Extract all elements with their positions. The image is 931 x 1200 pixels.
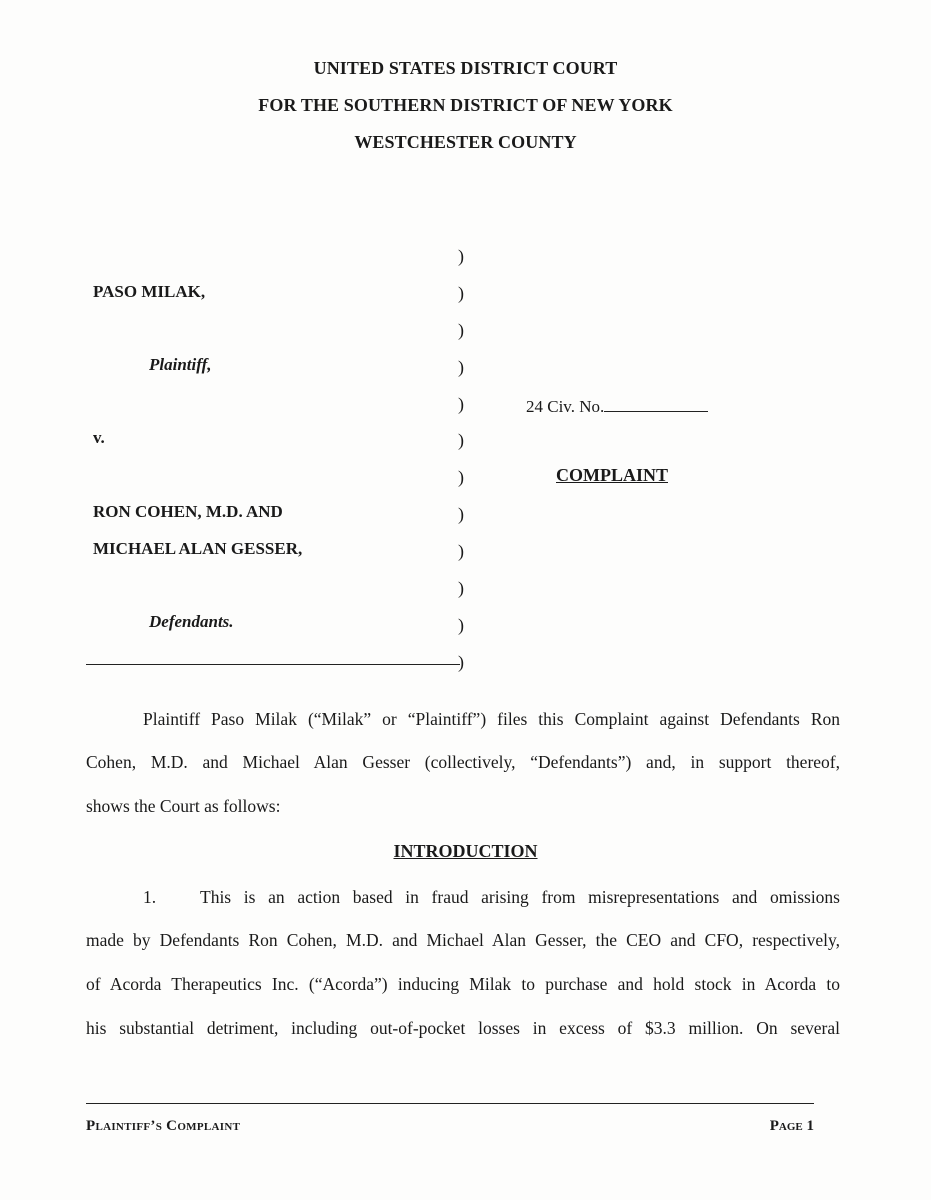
defendant-name-1: RON COHEN, M.D. AND	[93, 502, 283, 521]
paragraph-1-line-1: This is an action based in fraud arising from misrepresentations and omissions	[200, 887, 840, 907]
intro-line-2: Cohen, M.D. and Michael Alan Gesser (collectively, “Defendants”) and, in support thereof,	[86, 752, 840, 772]
civil-number-label: 24 Civ. No.	[526, 397, 605, 416]
civil-number-blank	[604, 395, 708, 412]
versus: v.	[93, 428, 105, 447]
caption-parenthesis: )	[458, 467, 464, 487]
footer-document-name: Plaintiff’s Complaint	[86, 1118, 241, 1134]
court-district: FOR THE SOUTHERN DISTRICT OF NEW YORK	[258, 95, 673, 115]
civil-number	[526, 395, 708, 417]
footer-page-number: Page 1	[769, 1118, 814, 1134]
paragraph-1-line-2: made by Defendants Ron Cohen, M.D. and Michael Alan Gesser, the CEO and CFO, respectively,	[86, 930, 840, 950]
caption-parenthesis: )	[458, 430, 464, 450]
intro-line-1: Plaintiff Paso Milak (“Milak” or “Plaintiff”) files this Complaint against Defendants Ron	[143, 709, 840, 729]
caption-parenthesis: )	[458, 246, 464, 266]
caption-parenthesis: )	[458, 578, 464, 598]
court-county: WESTCHESTER COUNTY	[354, 132, 577, 152]
caption-parenthesis: )	[458, 283, 464, 303]
document-title: COMPLAINT	[556, 465, 668, 485]
paragraph-1-line-4: his substantial detriment, including out-of-pocket losses in excess of $3.3 million. On several	[86, 1018, 840, 1038]
footer-rule	[86, 1103, 814, 1104]
defendant-role: Defendants.	[149, 612, 234, 631]
caption-parenthesis: )	[458, 652, 464, 672]
caption-parenthesis: )	[458, 357, 464, 377]
plaintiff-name: PASO MILAK,	[93, 282, 206, 301]
paragraph-number: 1.	[143, 887, 157, 907]
caption-parenthesis: )	[458, 320, 464, 340]
defendant-name-2: MICHAEL ALAN GESSER,	[93, 539, 303, 558]
caption-parenthesis: )	[458, 394, 464, 414]
caption-parenthesis: )	[458, 504, 464, 524]
court-name: UNITED STATES DISTRICT COURT	[313, 58, 618, 78]
intro-line-3: shows the Court as follows:	[86, 796, 281, 816]
caption-parenthesis: )	[458, 615, 464, 635]
caption-underline	[86, 664, 460, 665]
caption-parenthesis: )	[458, 541, 464, 561]
paragraph-1-line-3: of Acorda Therapeutics Inc. (“Acorda”) inducing Milak to purchase and hold stock in Acorda to	[86, 974, 840, 994]
section-heading-introduction: INTRODUCTION	[393, 841, 538, 861]
plaintiff-role: Plaintiff,	[149, 355, 212, 374]
